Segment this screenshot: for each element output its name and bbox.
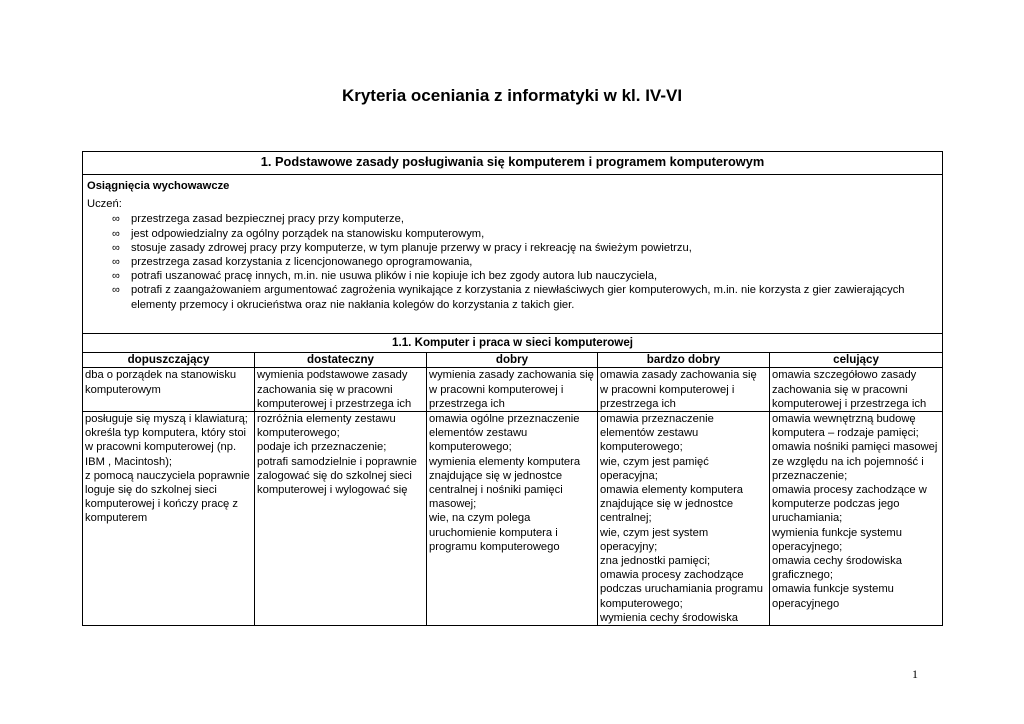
- infinity-bullet-icon: ∞: [112, 241, 120, 254]
- criteria-cell: omawia wewnętrzną budowę komputera – rodzaje pamięci; omawia nośniki pamięci masowej ze względu na ich pojemność i przeznaczenie; omawia procesy zachodzące w komputerze podczas jego uruchamiania; wymienia funkcje systemu operacyjnego; omawia cechy środowiska graficznego; omawia funkcje systemu operacyjnego: [770, 412, 943, 626]
- section-title: 1. Podstawowe zasady posługiwania się komputerem i programem komputerowym: [83, 152, 943, 175]
- subsection-title: 1.1. Komputer i praca w sieci komputerowej: [83, 334, 943, 353]
- goals-intro: Uczeń:: [87, 198, 122, 211]
- list-item: ∞ potrafi uszanować pracę innych, m.in. nie usuwa plików i nie kopiuje ich bez zgody autora lub nauczyciela,: [112, 270, 658, 283]
- list-item: ∞ przestrzega zasad korzystania z licencjonowanego oprogramowania,: [112, 256, 473, 269]
- criteria-cell: omawia przeznaczenie elementów zestawu komputerowego; wie, czym jest pamięć operacyjna; omawia elementy komputera znajdujące się w jednostce centralnej; wie, czym jest system operacyjny; zna jednostki pamięci; omawia procesy zachodzące podczas uruchamiania programu komputerowego; wymienia cechy środowiska: [598, 412, 770, 626]
- list-item: ∞ przestrzega zasad bezpiecznej pracy przy komputerze,: [112, 213, 404, 226]
- table-row: [83, 368, 943, 412]
- list-item: ∞ potrafi z zaangażowaniem argumentować zagrożenia wynikające z korzystania z niewłaściwych gier komputerowych, m.in. nie korzysta z gier zawierających elementy przemocy i okrucieństwa oraz nie nakłania kolegów do korzystania z takich gier.: [112, 284, 905, 311]
- criteria-cell: omawia szczegółowo zasady zachowania się w pracowni komputerowej i przestrzega ich: [770, 368, 943, 412]
- infinity-bullet-icon: ∞: [112, 270, 120, 283]
- criteria-cell: omawia zasady zachowania się w pracowni komputerowej i przestrzega ich: [598, 368, 770, 412]
- page-number: 1: [912, 667, 918, 681]
- infinity-bullet-icon: ∞: [112, 213, 120, 226]
- criteria-cell: dba o porządek na stanowisku komputerowym: [83, 368, 255, 412]
- criteria-table: [82, 151, 943, 626]
- list-item: ∞ jest odpowiedzialny za ogólny porządek na stanowisku komputerowym,: [112, 227, 485, 240]
- infinity-bullet-icon: ∞: [112, 227, 120, 240]
- criteria-cell: posługuje się myszą i klawiaturą; określa typ komputera, który stoi w pracowni komputerowej (np. IBM , Macintosh); z pomocą nauczyciela poprawnie loguje się do szkolnej sieci komputerowej i kończy pracę z komputerem: [83, 412, 255, 626]
- table-row: [83, 412, 943, 626]
- grade-header: dobry: [427, 353, 598, 368]
- goals-cell: [83, 175, 943, 334]
- grade-header: celujący: [770, 353, 943, 368]
- criteria-cell: wymienia podstawowe zasady zachowania się w pracowni komputerowej i przestrzega ich: [255, 368, 427, 412]
- page-title: Kryteria oceniania z informatyki w kl. IV-VI: [341, 86, 683, 105]
- criteria-cell: omawia ogólne przeznaczenie elementów zestawu komputerowego; wymienia elementy komputera znajdujące się w jednostce centralnej i nośniki pamięci masowej; wie, na czym polega uruchomienie komputera i programu komputerowego: [427, 412, 598, 626]
- grade-header-row: [83, 353, 943, 368]
- criteria-cell: wymienia zasady zachowania się w pracowni komputerowej i przestrzega ich: [427, 368, 598, 412]
- grade-header: dopuszczający: [83, 353, 255, 368]
- goals-heading: Osiągnięcia wychowawcze: [87, 180, 230, 192]
- list-item: ∞ stosuje zasady zdrowej pracy przy komputerze, w tym planuje przerwy w pracy i rekreację na świeżym powietrzu,: [112, 241, 692, 254]
- infinity-bullet-icon: ∞: [112, 256, 120, 269]
- grade-header: dostateczny: [255, 353, 427, 368]
- goals-list: [87, 212, 938, 311]
- infinity-bullet-icon: ∞: [112, 284, 120, 297]
- grade-header: bardzo dobry: [598, 353, 770, 368]
- criteria-cell: rozróżnia elementy zestawu komputerowego; podaje ich przeznaczenie; potrafi samodzielnie i poprawnie zalogować się do szkolnej sieci komputerowej i wylogować się: [255, 412, 427, 626]
